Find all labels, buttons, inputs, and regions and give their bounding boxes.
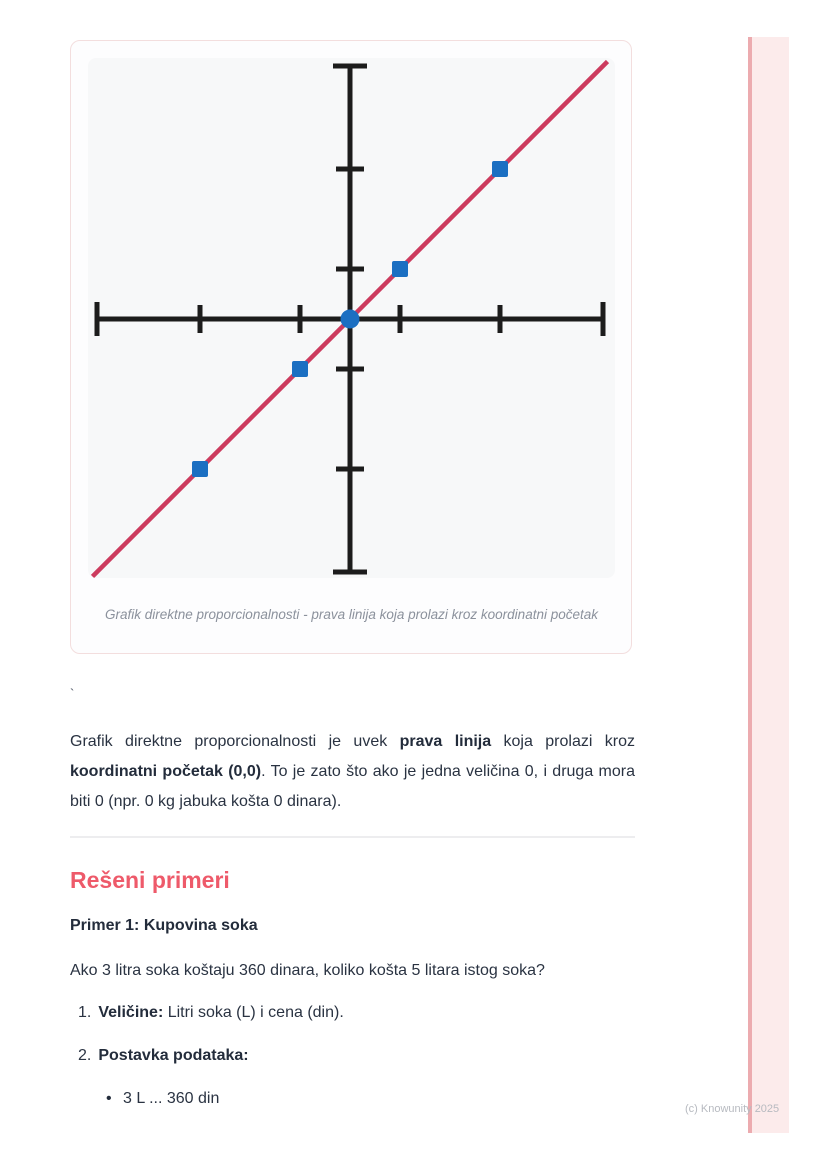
step-item-1 bbox=[70, 1003, 635, 1023]
step-item-2 bbox=[70, 1046, 635, 1066]
bullet-list bbox=[70, 1089, 635, 1109]
page-content bbox=[70, 0, 635, 1109]
intro-text-2: koja prolazi kroz bbox=[491, 733, 635, 751]
figure-card bbox=[70, 40, 632, 654]
page-accent-bar bbox=[748, 37, 789, 1133]
stray-backtick: ` bbox=[70, 686, 75, 702]
step-rest: Litri soka (L) i cena (din). bbox=[163, 1004, 344, 1022]
bullet-text: 3 L ... 360 din bbox=[123, 1090, 220, 1108]
proportionality-graph bbox=[88, 58, 615, 578]
figure-caption: Grafik direktne proporcionalnosti - prava linija koja prolazi kroz koordinatni početak bbox=[105, 607, 598, 622]
example-title: Primer 1: Kupovina soka bbox=[70, 917, 258, 935]
intro-paragraph bbox=[70, 727, 635, 817]
intro-bold-1: prava linija bbox=[399, 733, 492, 751]
step-number: 1. bbox=[78, 1004, 92, 1022]
section-divider bbox=[70, 836, 635, 838]
steps-list bbox=[70, 1003, 635, 1066]
step-bold: Veličine: bbox=[98, 1004, 164, 1022]
bullet-item bbox=[70, 1089, 635, 1109]
intro-text-1: Grafik direktne proporcionalnosti je uvek bbox=[70, 733, 400, 751]
intro-text-3: . To je zato što ako je jedna veličina 0, i druga mora biti 0 (npr. 0 kg jabuka košta 0 dinara). bbox=[70, 763, 635, 811]
problem-text: Ako 3 litra soka koštaju 360 dinara, koliko košta 5 litara istog soka? bbox=[70, 962, 545, 980]
step-number: 2. bbox=[78, 1047, 92, 1065]
section-heading: Rešeni primeri bbox=[70, 867, 230, 894]
intro-bold-2: koordinatni početak (0,0) bbox=[70, 763, 262, 781]
watermark: (c) Knowunity 2025 bbox=[685, 1103, 780, 1115]
step-bold: Postavka podataka: bbox=[98, 1047, 249, 1065]
bullet-marker: • bbox=[106, 1090, 112, 1108]
chart-svg bbox=[88, 58, 615, 578]
